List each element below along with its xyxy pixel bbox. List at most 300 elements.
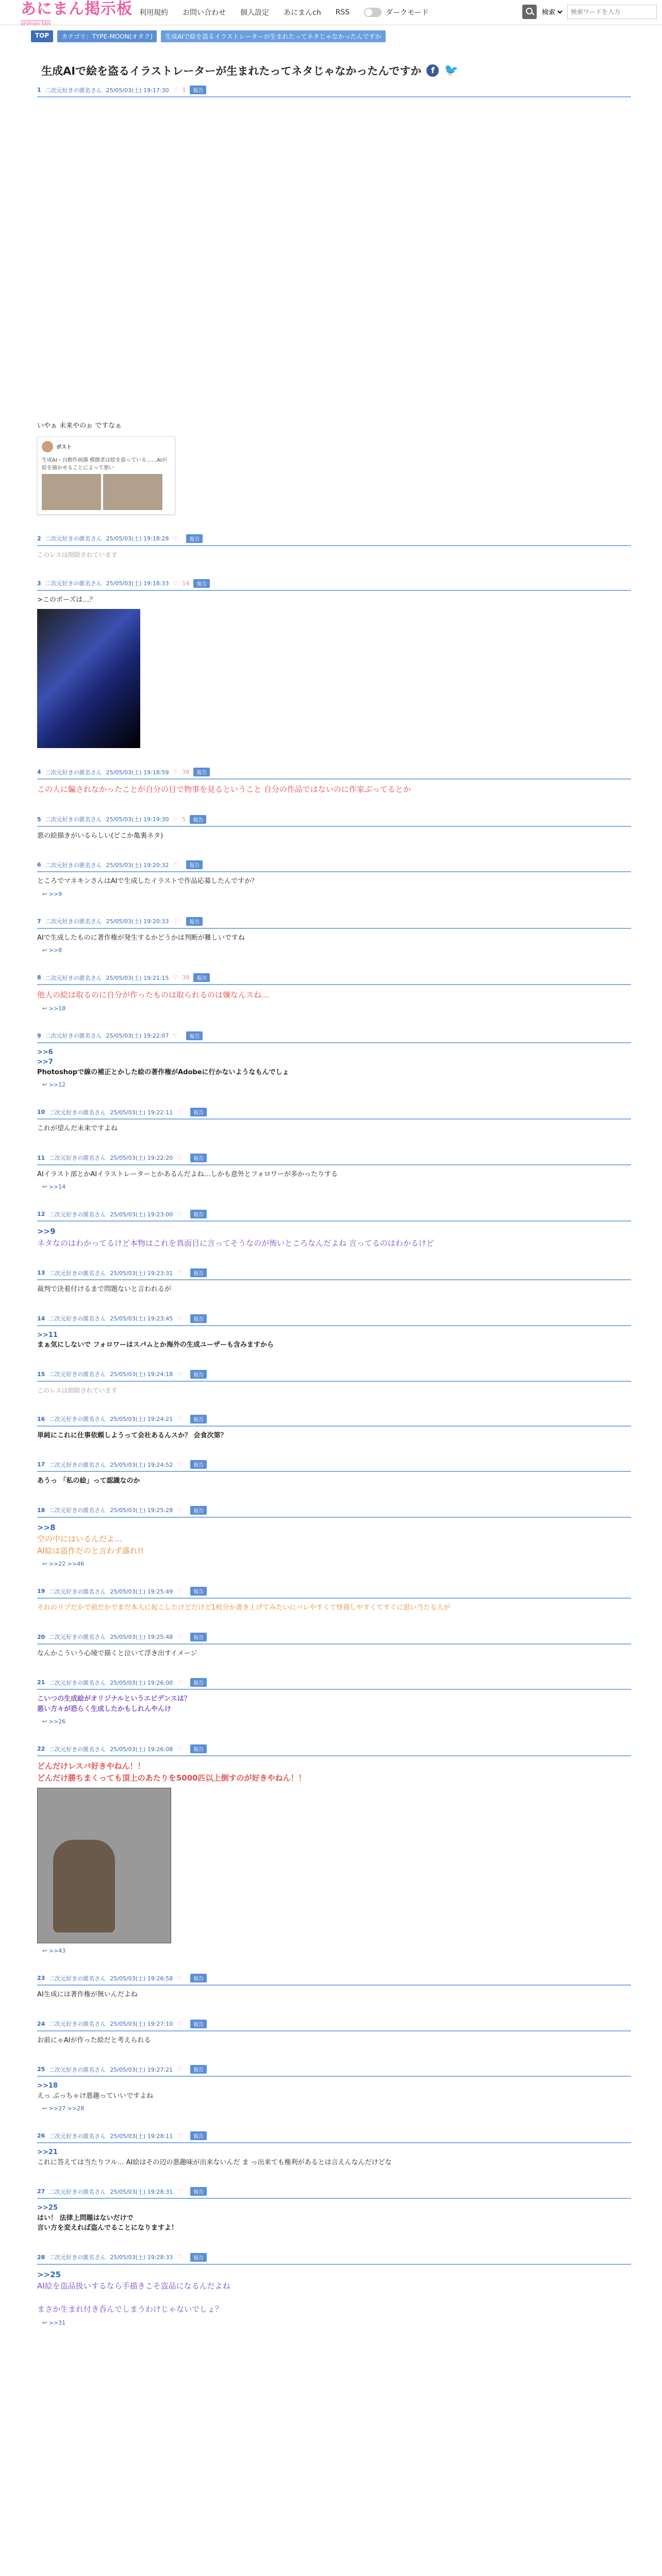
thread-title-row [41, 63, 662, 78]
post-text-line: こいつの生成絵がオリジナルというエビデンスは？ [37, 1695, 191, 1703]
post-meta [37, 1031, 631, 1043]
post-body [37, 2143, 631, 2167]
post [37, 86, 631, 515]
post-meta [37, 1370, 631, 1382]
post-meta [37, 1506, 631, 1518]
post-image[interactable] [37, 1788, 171, 1943]
post-number[interactable]: 12 [37, 1211, 45, 1217]
heart-icon[interactable]: ♡ [177, 2253, 183, 2261]
report-button[interactable]: 報告 [190, 1633, 207, 1641]
poster-name: 二次元好きの匿名さん [49, 2188, 106, 2195]
heart-icon[interactable]: ♡ [177, 1633, 183, 1640]
nav-contact[interactable]: お問い合わせ [183, 9, 226, 17]
post-body [37, 1472, 631, 1486]
nav-terms[interactable]: 利用規約 [139, 9, 168, 17]
heart-icon[interactable]: ♡ [173, 918, 178, 925]
post-number[interactable]: 21 [37, 1679, 45, 1686]
heart-icon[interactable]: ♡ [177, 2188, 183, 2195]
post-number[interactable]: 20 [37, 1633, 45, 1640]
post-body [37, 1427, 631, 1441]
logo-text: あにまん掲示板 [21, 0, 133, 18]
report-button[interactable]: 報告 [186, 1031, 203, 1040]
search-input[interactable] [567, 5, 657, 19]
tweet-image [42, 474, 101, 510]
post-meta [37, 2065, 631, 2077]
post-number[interactable]: 11 [37, 1154, 45, 1161]
report-button[interactable]: 報告 [190, 2065, 207, 2074]
heart-icon[interactable]: ♡ [177, 1370, 183, 1378]
post-text-line: お前にゃAIが作った絵だと考えられる [37, 2036, 151, 2044]
toggle-switch[interactable] [364, 8, 382, 17]
logo-subtext: animan bbs [21, 21, 51, 27]
post [37, 2020, 631, 2046]
post-meta [37, 1633, 631, 1645]
dark-mode-toggle[interactable] [364, 7, 428, 18]
post-number[interactable]: 26 [37, 2132, 45, 2139]
reply-links[interactable]: ↩ >>8 [42, 947, 62, 954]
post [37, 2187, 631, 2233]
post-number[interactable]: 17 [37, 1461, 45, 1468]
post-text-line: 言い方を変えれば盗んでることになりますよ！ [37, 2224, 178, 2232]
post-date: 25/05/03(土) 19:18:28 [106, 535, 169, 542]
post-text-line: あうっ 「私の絵」って認識なのか [37, 1477, 140, 1485]
post-body [37, 1756, 631, 1784]
post-text-line: なんかこういう心境で描くと泣いて浮き出すイメージ [37, 1649, 197, 1657]
post-body [37, 872, 631, 887]
post-body [37, 1043, 631, 1078]
post [37, 1506, 631, 1568]
poster-name: 二次元好きの匿名さん [49, 1315, 106, 1322]
post-text-line: AI生成には著作権が無いんだよね [37, 1991, 138, 1998]
post-meta [37, 2253, 631, 2265]
post-meta [37, 1744, 631, 1756]
tweet-image [103, 474, 162, 510]
post-text-line: まさか生まれ付き呑んでしまうわけじゃないでしょ？ [37, 2304, 223, 2314]
poster-name: 二次元好きの匿名さん [45, 580, 102, 587]
post [37, 579, 631, 749]
poster-name: 二次元好きの匿名さん [49, 2132, 106, 2140]
nav-animanch[interactable]: あにまんch [284, 9, 321, 17]
post [37, 534, 631, 560]
image-figure [53, 1840, 115, 1933]
post [37, 2131, 631, 2167]
post-meta [37, 1678, 631, 1690]
heart-icon[interactable]: ♡ [177, 1745, 183, 1752]
post-number[interactable]: 24 [37, 2020, 45, 2027]
post-number[interactable]: 3 [37, 580, 41, 587]
post-text-line: AI絵は盗作だのと言わず盛れ!! [37, 1546, 144, 1555]
post-number[interactable]: 27 [37, 2188, 45, 2195]
post-number[interactable]: 9 [37, 1032, 41, 1039]
post [37, 973, 631, 1012]
heart-icon[interactable]: ♡ [177, 1461, 183, 1468]
post-meta [37, 86, 631, 97]
poster-name: 二次元好きの匿名さん [45, 918, 102, 925]
post-body [37, 1599, 631, 1613]
heart-icon[interactable]: ♡ [177, 1975, 183, 1981]
post-body [37, 1120, 631, 1134]
post-text-line: 裁判で決着付けるまで問題ないと言われるが [37, 1285, 172, 1293]
heart-icon[interactable]: ♡ [173, 1032, 178, 1039]
post-number[interactable]: 14 [37, 1315, 45, 1322]
report-button[interactable]: 報告 [193, 579, 210, 588]
post-body [37, 1518, 631, 1557]
reply-links[interactable]: ↩ >>22 >>46 [42, 1561, 85, 1567]
twitter-icon[interactable]: 🐦 [444, 64, 458, 77]
post [37, 1415, 631, 1441]
post-text-line: AIで生成したものに著作権が発生するかどうかは判断が難しいですね [37, 934, 245, 942]
post-date: 25/05/03(土) 19:23:00 [110, 1211, 173, 1218]
post-meta [37, 768, 631, 779]
search-type-select[interactable] [540, 8, 564, 16]
poster-name: 二次元好きの匿名さん [49, 1461, 106, 1468]
post-meta [37, 1314, 631, 1326]
post-date: 25/05/03(土) 19:19:30 [106, 816, 169, 823]
search-icon[interactable] [522, 5, 537, 19]
report-button[interactable]: 報告 [190, 1678, 207, 1687]
search-bar [522, 5, 657, 19]
heart-icon[interactable]: ♡ [173, 769, 178, 775]
heart-icon[interactable]: ♡ [177, 1588, 183, 1595]
report-button[interactable]: 報告 [190, 1974, 207, 1982]
report-button[interactable]: 報告 [190, 2253, 207, 2262]
post-date: 25/05/03(土) 19:20:33 [106, 918, 169, 925]
post-text-line: はい！ 法律上問題はないだけで [37, 2214, 134, 2222]
post [37, 1210, 631, 1249]
report-button[interactable]: 報告 [190, 1268, 207, 1277]
heart-icon[interactable]: ♡ [177, 1506, 183, 1514]
post-meta [37, 1210, 631, 1222]
post-date: 25/05/03(土) 19:18:33 [106, 580, 169, 587]
report-button[interactable]: 報告 [190, 1210, 207, 1218]
post-number[interactable]: 5 [37, 816, 41, 823]
poster-name: 二次元好きの匿名さん [49, 1507, 106, 1514]
reply-links[interactable]: ↩ >>31 [42, 2319, 66, 2326]
post-meta [37, 2131, 631, 2143]
post-number[interactable]: 10 [37, 1109, 45, 1115]
post-date: 25/05/03(土) 19:27:21 [110, 2066, 173, 2073]
post-meta [37, 1268, 631, 1280]
heart-icon[interactable]: ♡ [177, 2020, 183, 2027]
post-date: 25/05/03(土) 19:26:08 [110, 1745, 173, 1753]
poster-name: 二次元好きの匿名さん [49, 1634, 106, 1640]
anchor-link[interactable]: >>25 [37, 2269, 61, 2279]
breadcrumb-home[interactable]: TOP [31, 30, 53, 42]
like-count: 5 [182, 816, 186, 823]
post [37, 1370, 631, 1395]
poster-name: 二次元好きの匿名さん [49, 1371, 106, 1378]
report-button[interactable]: 報告 [190, 86, 206, 94]
report-button[interactable]: 報告 [190, 1744, 207, 1753]
report-button[interactable]: 報告 [190, 1415, 207, 1423]
breadcrumb [31, 30, 662, 42]
post-meta [37, 579, 631, 591]
report-button[interactable]: 報告 [186, 860, 203, 869]
post-number[interactable]: 15 [37, 1370, 45, 1378]
post-number[interactable]: 25 [37, 2066, 45, 2073]
post-date: 25/05/03(土) 19:17:30 [106, 87, 169, 94]
post-text-line: えっ ぶっちゃけ悪趣っていいですよね [37, 2092, 154, 2100]
post-text-line: 悪い方々が恐らく生成したかもしれんやんけ [37, 1705, 172, 1713]
post-date: 25/05/03(土) 19:23:45 [110, 1315, 173, 1322]
poster-name: 二次元好きの匿名さん [45, 1032, 102, 1039]
post-date: 25/05/03(土) 19:24:52 [110, 1461, 173, 1468]
post-number[interactable]: 2 [37, 535, 41, 542]
post-number[interactable]: 6 [37, 861, 41, 868]
embedded-tweet[interactable] [37, 436, 175, 515]
post-date: 25/05/03(土) 19:24:21 [110, 1416, 173, 1422]
post-date: 25/05/03(土) 19:22:07 [106, 1032, 169, 1039]
post [37, 1460, 631, 1486]
post-text-line: 空の中にはいるんだよ… [37, 1534, 123, 1544]
post [37, 1108, 631, 1134]
post-list [0, 86, 662, 2326]
heart-icon[interactable]: ♡ [173, 816, 178, 823]
post-image[interactable] [37, 609, 140, 748]
report-button[interactable]: 報告 [190, 2187, 207, 2196]
tweet-title: ポスト [56, 445, 72, 450]
post-meta [37, 2020, 631, 2031]
post-body [37, 1690, 631, 1714]
post-body [37, 2265, 631, 2315]
post-body [37, 827, 631, 841]
poster-name: 二次元好きの匿名さん [49, 1679, 106, 1686]
post-text-line: ネタなのはわかってるけど本物はこれを真面目に言ってそうなのが怖いところなんだよね 言ってるのはわかるけど [37, 1238, 434, 1248]
reply-links[interactable]: ↩ >>18 [42, 1005, 66, 1012]
post-number[interactable]: 1 [37, 87, 41, 93]
like-count: 14 [182, 580, 190, 587]
poster-name: 二次元好きの匿名さん [45, 769, 102, 776]
report-button[interactable]: 報告 [190, 1370, 207, 1379]
post-text-line: いやぁ 未来やのぉ ですなぁ [37, 422, 122, 430]
post-date: 25/05/03(土) 19:28:31 [110, 2188, 173, 2195]
heart-icon[interactable]: ♡ [177, 1679, 183, 1686]
post-meta [37, 1154, 631, 1165]
post [37, 1744, 631, 1954]
post [37, 1587, 631, 1613]
post-date: 25/05/03(土) 19:21:15 [106, 974, 169, 981]
dark-mode-label: ダークモード [386, 9, 429, 17]
heart-icon[interactable]: ♡ [173, 87, 178, 93]
post-number[interactable]: 18 [37, 1506, 45, 1514]
post-date: 25/05/03(土) 19:25:48 [110, 1634, 173, 1640]
post-date: 25/05/03(土) 19:27:10 [110, 2021, 173, 2027]
anchor-link[interactable]: >>18 [37, 2082, 58, 2090]
report-button[interactable]: 報告 [190, 1506, 207, 1515]
like-count: 39 [182, 974, 190, 981]
post-date: 25/05/03(土) 19:25:49 [110, 1588, 173, 1595]
post-text-line: これが望んだ未来ですよね [37, 1125, 118, 1132]
post [37, 815, 631, 841]
tweet-text: 生成AI・自動作画器 模倣者は絵を盗っている……AIが絵を描かせることによって悪い [42, 457, 167, 471]
post-body [37, 929, 631, 943]
anchor-link[interactable]: >>6 [37, 1048, 53, 1056]
post-body [37, 1280, 631, 1295]
post-text-line: >このポーズは…？ [37, 596, 96, 604]
post-date: 25/05/03(土) 19:18:59 [106, 769, 169, 776]
avatar [42, 441, 53, 452]
report-button[interactable]: 報告 [190, 815, 206, 824]
post-meta [37, 1415, 631, 1427]
post-body [37, 1382, 631, 1395]
post-text-line [37, 2292, 631, 2304]
post-meta [37, 1460, 631, 1472]
post [37, 768, 631, 795]
post-text-line: ところでマネキンさんはAIで生成したイラストで作品応募したんですか？ [37, 877, 258, 885]
report-button[interactable]: 報告 [190, 1460, 207, 1469]
heart-icon[interactable]: ♡ [177, 1269, 183, 1276]
heart-icon[interactable]: ♡ [177, 2132, 183, 2139]
post-text-line: AIイラスト部とかAIイラストレーターとかあるんだよね…しかも意外とフォロワーが多かったりする [37, 1170, 338, 1178]
post-meta [37, 815, 631, 827]
facebook-icon[interactable]: f [426, 64, 439, 77]
reply-links[interactable]: ↩ >>9 [42, 890, 62, 897]
anchor-link[interactable]: >>8 [37, 1522, 56, 1532]
post-text-line: どんだけレスバ好きやねん！！ [37, 1761, 145, 1771]
poster-name: 二次元好きの匿名さん [45, 974, 102, 981]
poster-name: 二次元好きの匿名さん [45, 861, 102, 869]
post [37, 1314, 631, 1350]
post-date: 25/05/03(土) 19:28:11 [110, 2132, 173, 2140]
report-button[interactable]: 報告 [186, 917, 203, 926]
post [37, 2065, 631, 2112]
post-date: 25/05/03(土) 19:28:33 [110, 2254, 173, 2261]
post-text-line: まぁ気にしないで フォロワーはスパムとか海外の生成ユーザーも含みますから [37, 1341, 274, 1349]
post-meta [37, 534, 631, 546]
poster-name: 二次元好きの匿名さん [49, 1588, 106, 1595]
post-body [37, 591, 631, 605]
breadcrumb-category[interactable]: カテゴリ：TYPE-MOON(オタク) [57, 30, 157, 42]
post-date: 25/05/03(土) 19:22:20 [110, 1155, 173, 1161]
heart-icon[interactable]: ♡ [173, 861, 178, 868]
post [37, 1154, 631, 1191]
post-meta [37, 1587, 631, 1599]
anchor-link[interactable]: >>7 [37, 1058, 53, 1066]
post-date: 25/05/03(土) 19:24:18 [110, 1371, 173, 1378]
heart-icon[interactable]: ♡ [177, 1415, 183, 1422]
poster-name: 二次元好きの匿名さん [45, 87, 102, 94]
post [37, 2253, 631, 2326]
reply-links[interactable]: ↩ >>26 [42, 1718, 66, 1725]
post-text-line: 他人の絵は取るのに自分が作ったものは取られるのは嫌なんスね… [37, 990, 270, 999]
reply-links[interactable]: ↩ >>43 [42, 1947, 66, 1954]
post-body [37, 1326, 631, 1350]
report-button[interactable]: 報告 [186, 534, 203, 543]
report-button[interactable]: 報告 [190, 1314, 207, 1323]
poster-name: 二次元好きの匿名さん [49, 2021, 106, 2027]
post-meta [37, 917, 631, 929]
nav-rss[interactable]: RSS [335, 8, 350, 16]
poster-name: 二次元好きの匿名さん [49, 2254, 106, 2261]
report-button[interactable]: 報告 [190, 1587, 207, 1596]
post-text-line: これに答えては当たりフル… AI絵はその辺の悪趣味が出来ないんだ ま っ出来ても権利があるとは言えんなんだけどな [37, 2158, 392, 2166]
report-button[interactable]: 報告 [193, 973, 210, 982]
report-button[interactable]: 報告 [190, 2131, 207, 2140]
post-text-line: 単純にこれに仕事依頼しようって会社あるんスか？ 会食次第？ [37, 1431, 227, 1439]
post-body [37, 1645, 631, 1659]
poster-name: 二次元好きの匿名さん [49, 1109, 106, 1116]
heart-icon[interactable]: ♡ [173, 535, 178, 542]
heart-icon[interactable]: ♡ [177, 2066, 183, 2073]
poster-name: 二次元好きの匿名さん [49, 1745, 106, 1753]
post [37, 1031, 631, 1089]
post-number[interactable]: 23 [37, 1975, 45, 1981]
post-body [37, 2199, 631, 2233]
post-number[interactable]: 13 [37, 1269, 45, 1276]
post-number[interactable]: 19 [37, 1588, 45, 1595]
poster-name: 二次元好きの匿名さん [45, 816, 102, 823]
post-body [37, 1222, 631, 1249]
post-text-line: Photoshopで線の補正とかした絵の著作権がAdobeに行かないようなもんでしょ [37, 1068, 289, 1076]
top-nav [139, 0, 429, 25]
reply-links[interactable]: ↩ >>12 [42, 1081, 66, 1088]
site-logo[interactable] [21, 1, 133, 27]
post-meta [37, 1974, 631, 1986]
anchor-link[interactable]: >>11 [37, 1331, 58, 1339]
anchor-link[interactable]: >>21 [37, 2148, 58, 2156]
poster-name: 二次元好きの匿名さん [49, 1975, 106, 1982]
heart-icon[interactable]: ♡ [173, 580, 178, 587]
post-meta [37, 973, 631, 985]
post [37, 1678, 631, 1725]
reply-links[interactable]: ↩ >>27 >>28 [42, 2105, 85, 2112]
post-date: 25/05/03(土) 19:20:32 [106, 861, 169, 869]
post-body [37, 417, 631, 431]
report-button[interactable]: 報告 [190, 1154, 207, 1162]
thread-title: 生成AIで絵を盗るイラストレーターが生まれたってネタじゃなかったんですか [41, 65, 422, 77]
post [37, 1268, 631, 1295]
post-date: 25/05/03(土) 19:26:58 [110, 1975, 173, 1982]
report-button[interactable]: 報告 [190, 2020, 207, 2028]
site-header [0, 0, 662, 25]
post-number[interactable]: 4 [37, 769, 41, 775]
post-body [37, 1165, 631, 1180]
post-number[interactable]: 8 [37, 974, 41, 981]
anchor-link[interactable]: >>9 [37, 1227, 56, 1236]
heart-icon[interactable]: ♡ [177, 1154, 183, 1161]
post-number[interactable]: 7 [37, 918, 41, 925]
post [37, 1633, 631, 1659]
post [37, 1974, 631, 2000]
post-number[interactable]: 28 [37, 2253, 45, 2261]
post-meta [37, 1108, 631, 1120]
post-body [37, 2077, 631, 2101]
heart-icon[interactable]: ♡ [177, 1211, 183, 1217]
heart-icon[interactable]: ♡ [177, 1315, 183, 1322]
post-number[interactable]: 16 [37, 1415, 45, 1422]
post-date: 25/05/03(土) 19:25:28 [110, 1507, 173, 1514]
heart-icon[interactable]: ♡ [173, 974, 178, 981]
post-date: 25/05/03(土) 19:22:11 [110, 1109, 173, 1116]
post [37, 860, 631, 897]
report-button[interactable]: 報告 [190, 1108, 207, 1116]
like-count: 1 [182, 87, 186, 93]
poster-name: 二次元好きの匿名さん [49, 2066, 106, 2073]
post-meta [37, 860, 631, 872]
nav-settings[interactable]: 個人設定 [240, 9, 269, 17]
heart-icon[interactable]: ♡ [177, 1109, 183, 1115]
report-button[interactable]: 報告 [193, 768, 210, 776]
poster-name: 二次元好きの匿名さん [49, 1416, 106, 1422]
post-date: 25/05/03(土) 19:23:31 [110, 1269, 173, 1277]
post-text-line: どんだけ勝ちまくっても頂上のあたりを5000匹以上倒すのが好きやねん！！ [37, 1773, 306, 1783]
poster-name: 二次元好きの匿名さん [45, 535, 102, 542]
breadcrumb-current[interactable]: 生成AIで絵を盗るイラストレーターが生まれたってネタじゃなかったんですか [161, 30, 385, 42]
post-body [37, 779, 631, 795]
reply-links[interactable]: ↩ >>14 [42, 1183, 66, 1190]
post-number[interactable]: 22 [37, 1745, 45, 1752]
anchor-link[interactable]: >>25 [37, 2204, 58, 2212]
